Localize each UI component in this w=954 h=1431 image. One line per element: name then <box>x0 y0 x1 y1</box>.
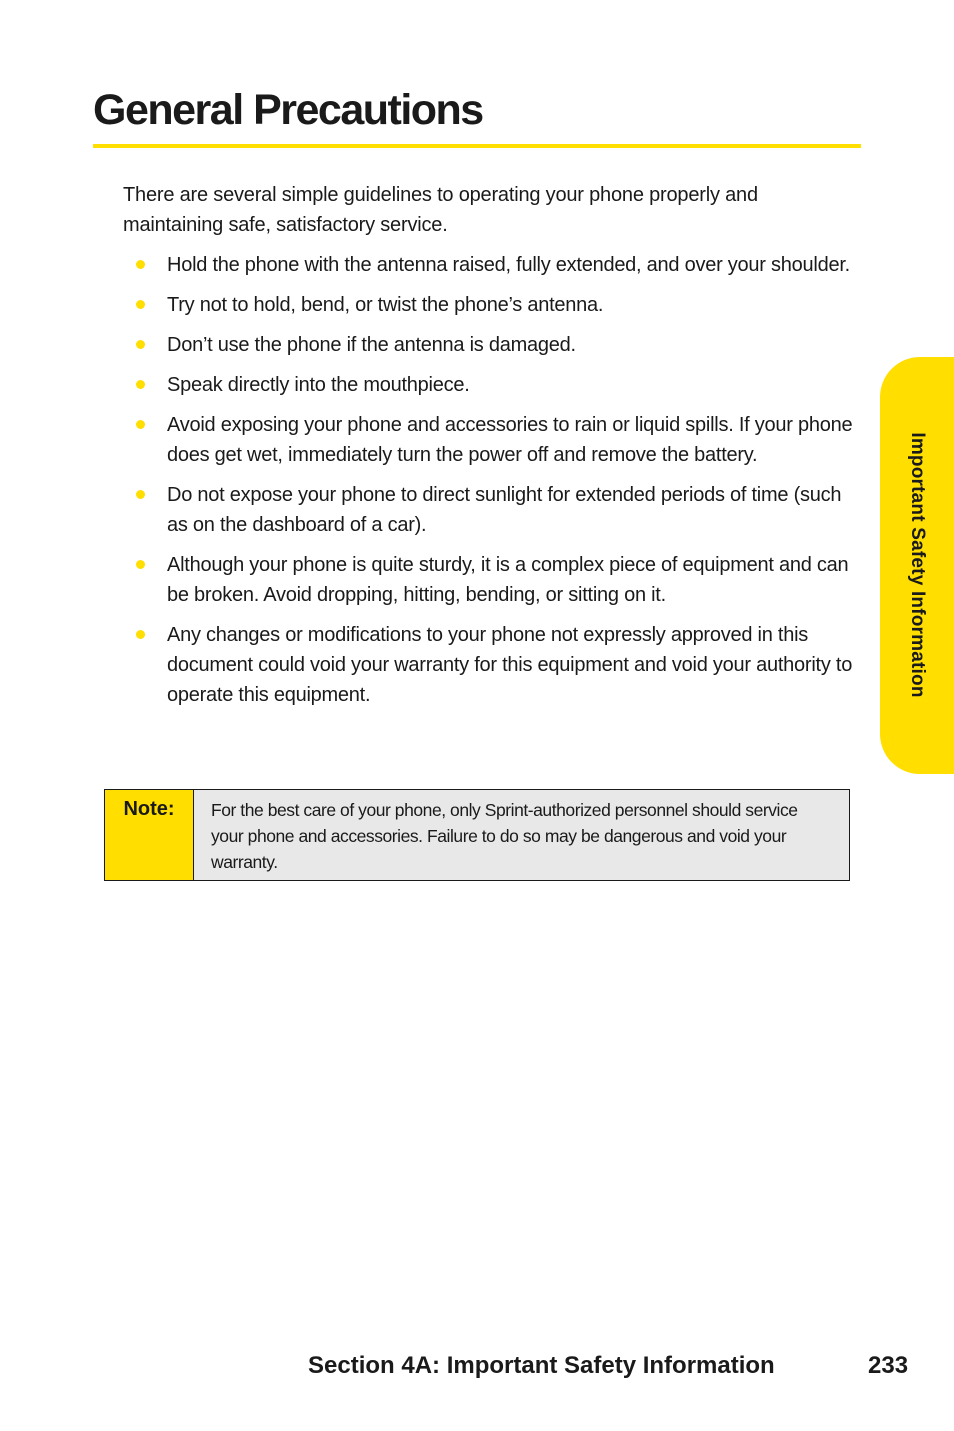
footer-section-title: Section 4A: Important Safety Information <box>308 1352 775 1379</box>
list-item-text: Avoid exposing your phone and accessories to rain or liquid spills. If your phone does get wet, immediately turn the power off and remove the battery. <box>167 414 853 466</box>
bullet-dot-icon <box>136 340 145 349</box>
list-item <box>123 250 863 280</box>
side-tab-label: Important Safety Information <box>907 432 928 698</box>
bullet-dot-icon <box>136 560 145 569</box>
list-item <box>123 480 863 540</box>
list-item-text: Try not to hold, bend, or twist the phone’s antenna. <box>167 294 604 316</box>
bullet-dot-icon <box>136 300 145 309</box>
list-item <box>123 410 863 470</box>
bullet-dot-icon <box>136 260 145 269</box>
note-box <box>104 789 850 881</box>
list-item <box>123 370 863 400</box>
bullet-dot-icon <box>136 380 145 389</box>
list-item <box>123 290 863 320</box>
note-text: For the best care of your phone, only Sprint-authorized personnel should service your phone and accessories. Failure to do so may be dangerous and void your warranty. <box>211 800 798 872</box>
page-title: General Precautions <box>93 86 483 134</box>
list-item-text: Although your phone is quite sturdy, it is a complex piece of equipment and can be broken. Avoid dropping, hitting, bending, or sitting on it. <box>167 554 849 606</box>
list-item-text: Speak directly into the mouthpiece. <box>167 374 470 396</box>
list-item-text: Any changes or modifications to your phone not expressly approved in this document could void your warranty for this equipment and void your authority to operate this equipment. <box>167 624 853 706</box>
bullet-dot-icon <box>136 490 145 499</box>
list-item <box>123 330 863 360</box>
title-rule <box>93 144 861 148</box>
list-item <box>123 620 863 710</box>
intro-paragraph: There are several simple guidelines to operating your phone properly and maintaining safe, satisfactory service. <box>123 184 758 236</box>
precautions-list <box>123 250 863 720</box>
bullet-dot-icon <box>136 420 145 429</box>
page-number: 233 <box>868 1352 909 1379</box>
list-item-text: Don’t use the phone if the antenna is damaged. <box>167 334 576 356</box>
bullet-dot-icon <box>136 630 145 639</box>
list-item-text: Do not expose your phone to direct sunlight for extended periods of time (such as on the dashboard of a car). <box>167 484 842 536</box>
note-label: Note: <box>105 790 194 880</box>
list-item-text: Hold the phone with the antenna raised, fully extended, and over your shoulder. <box>167 254 850 276</box>
list-item <box>123 550 863 610</box>
